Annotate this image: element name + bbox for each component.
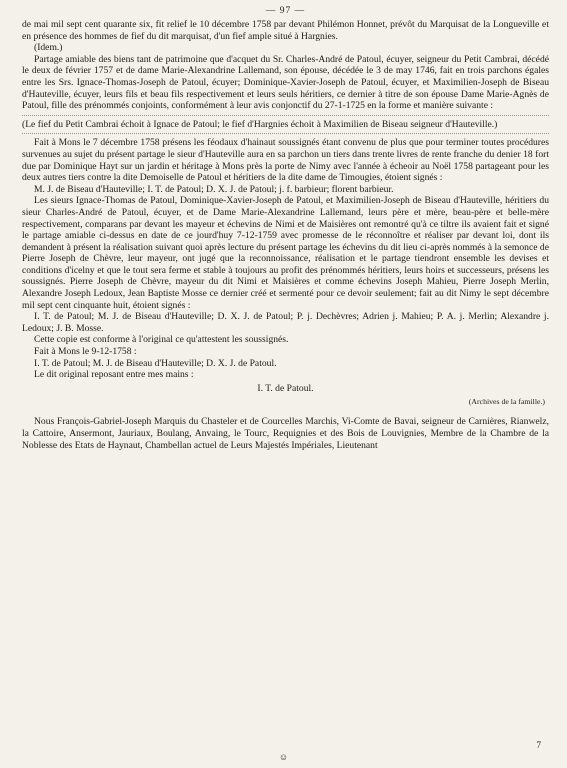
paragraph-intro: de mai mil sept cent quarante six, fit relief le 10 décembre 1758 par devant Philémon Honnet, prévôt du Marquisat de la Longueville et en présence des hommes de fief du dit marquisat, d'un fief ample situé à Hargnies. <box>22 19 549 42</box>
divider-bottom <box>22 133 549 134</box>
paragraph-realisation: Les sieurs Ignace-Thomas de Patoul, Dominique-Xavier-Joseph de Patoul, et Maximilien-Joseph de Biseau d'Hauteville, héritiers du sieur Charles-André de Patoul, écuyer, et de Dame Marie-Alexandrine Lallemand, leurs père et mère, beau-père et belle-mère respectivement, comparans par devant les mayeur et échevins de Nimi et de Maisières ont remontré qu'à ce tiltre ils avaient fait et signé le partage amiable ci-dessus en date de ce jourd'huy 7-12-1759 avec promesse de le réconnoître et réaliser par devant loi, dont ils demandent à présent la réalisation suivant quoi après lecture du présent partage les échevins du dit lieu ci-après nommés à la semonce de Pierre Joseph de Chèvre, leur mayeur, ont jugé que la reconnoissance, réalisation et le partage tiendront ensemble les devises et conditions d'icelny et que le tout sera ferme et stable à toujours au profit des prénommés héritiers, leurs hoirs et successeurs, présens les soussignés. Pierre Joseph de Chèvre, mayeur du dit Nimi et Maisières et comme échevins Joseph Mahieu, Pierre Joseph Merlin, Alexandre Joseph Ledoux, Jean Baptiste Mosse ce dernier créé et sermenté pour ce devoir seulement; fait au dit Nimy le sept décembre mil sept cent cinquante huit, étoient signés : <box>22 195 549 311</box>
signature-mark: 7 <box>536 740 541 750</box>
signatures-1: M. J. de Biseau d'Hauteville; I. T. de Patoul; D. X. J. de Patoul; j. f. barbieur; florent barbieur. <box>34 183 394 195</box>
source-note: (Archives de la famille.) <box>468 397 545 407</box>
paragraph-original: Le dit original reposant entre mes mains : <box>34 369 194 381</box>
paragraph-copie: Cette copie est conforme à l'original ce qu'attestent les soussignés. <box>34 334 289 346</box>
paragraph-date: Fait à Mons le 9-12-1758 : <box>34 346 137 358</box>
paragraph-partage: Partage amiable des biens tant de patrimoine que d'acquet du Sr. Charles-André de Patoul, écuyer, seigneur du Petit Cambrai, décédé le deux de février 1757 et de dame Marie-Alexandrine Lallemand, son épouse, décédée le 3 de may 1746, fait en trois parchons égales entre les Srs. Ignace-Thomas-Joseph de Patoul, écuyer; Dominique-Xavier-Joseph de Patoul, écuyer, et Maximilien-Joseph de Biseau d'Hauteville, écuyer, leurs fils et beau fils respectivement et leurs seuls héritiers, ce dernier à titre de son épouse Dame Marie-Agnès de Patoul, fille des prénommés conjoints, conformément à leur avis conjonctif du 27-1-1725 en la forme et manière suivante : <box>22 53 549 112</box>
idem-note: (Idem.) <box>34 42 63 54</box>
paragraph-chasteler: Nous François-Gabriel-Joseph Marquis du Chasteler et de Courcelles Marchis, Vi-Comte de Bavai, seigneur de Carnières, Rianwelz, la Cattoire, Ansermont, Jauriaux, Boulang, Anvaing, le Tourc, Requignies et des Bois de Louvignies, Membre de la Chambre de la Noblesse des Etats de Haynaut, Chambellan actuel de Leurs Majestés Impériales, Lieutenant <box>22 416 549 451</box>
paragraph-fief-note: (Le fief du Petit Cambrai échoit à Ignace de Patoul; le fief d'Hargnies échoit à Maximilien de Biseau seigneur d'Hauteville.) <box>22 118 498 130</box>
signatures-3: I. T. de Patoul; M. J. de Biseau d'Hauteville; D. X. J. de Patoul. <box>34 357 277 369</box>
divider-top <box>22 115 549 116</box>
ornament-icon: ☺ <box>278 752 289 762</box>
signature-final: I. T. de Patoul. <box>257 382 314 394</box>
signatures-2: I. T. de Patoul; M. J. de Biseau d'Hauteville; D. X. J. de Patoul; P. j. Dechèvres; Adrien j. Mahieu; P. A. j. Merlin; Alexandre j. Ledoux; J. B. Mosse. <box>22 311 549 334</box>
page-number: — 97 — <box>265 6 306 16</box>
paragraph-fait-mons: Fait à Mons le 7 décembre 1758 présens les féodaux d'hainaut soussignés étant convenu de plus que pour terminer toutes procédures survenues au sujet du présent partage le sieur d'Hauteville aura en sa parchon un tiers dans trente livres de rente franche du denier 18 fort due par Dominique Hayt sur un jardin et héritage à Mons près la porte de Nimy avec l'année à écheoir au Noël 1758 partageant pour les deux autres tiers contre la dite Demoiselle de Patoul et héritiers de la dite dame de Timougies, étoient signés : <box>22 137 549 184</box>
